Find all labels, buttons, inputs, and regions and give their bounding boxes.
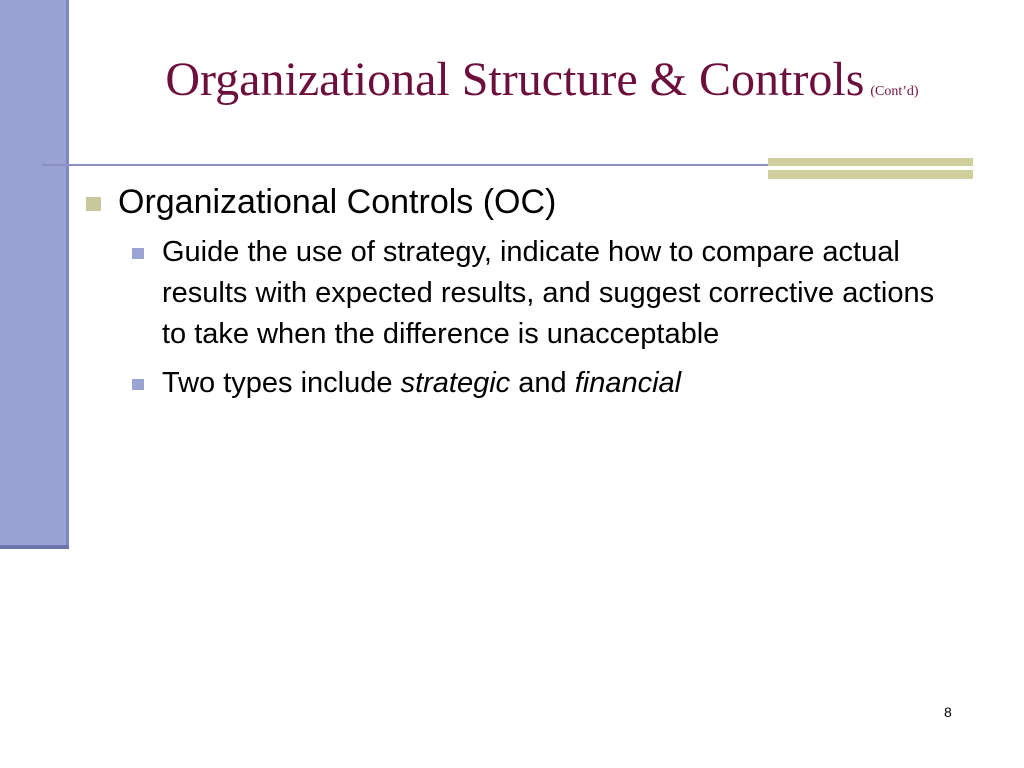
side-decoration-bar [0,0,66,545]
page-number: 8 [944,704,952,720]
bullet-main-text: Organizational Controls (OC) [118,183,557,221]
bullet-sub-2-italic-strategic: strategic [400,367,511,399]
bullet-main [80,180,960,224]
bullet-sub-1-text: Guide the use of strategy, indicate how to compare actual results with expected results, and suggest corrective actions to take when the difference is unacceptable [162,236,935,350]
accent-bar-stripe [768,166,973,170]
bullet-sub-2-prefix: Two types include [162,367,401,399]
bullet-sub-2 [162,363,960,404]
slide-title-text: Organizational Structure & Controls [165,53,865,106]
slide-title [60,50,1024,122]
small-square-bullet-icon [132,379,144,390]
bullet-sub-2-middle: and [510,367,575,399]
accent-bar [768,158,973,179]
bullet-sub-1 [162,232,960,355]
side-decoration-shadow [0,545,69,549]
small-square-bullet-icon [132,248,144,259]
slide-content [80,180,960,404]
square-bullet-icon [86,197,101,211]
bullet-sub-2-italic-financial: financial [574,367,682,399]
slide-title-suffix: (Cont’d) [870,84,919,99]
